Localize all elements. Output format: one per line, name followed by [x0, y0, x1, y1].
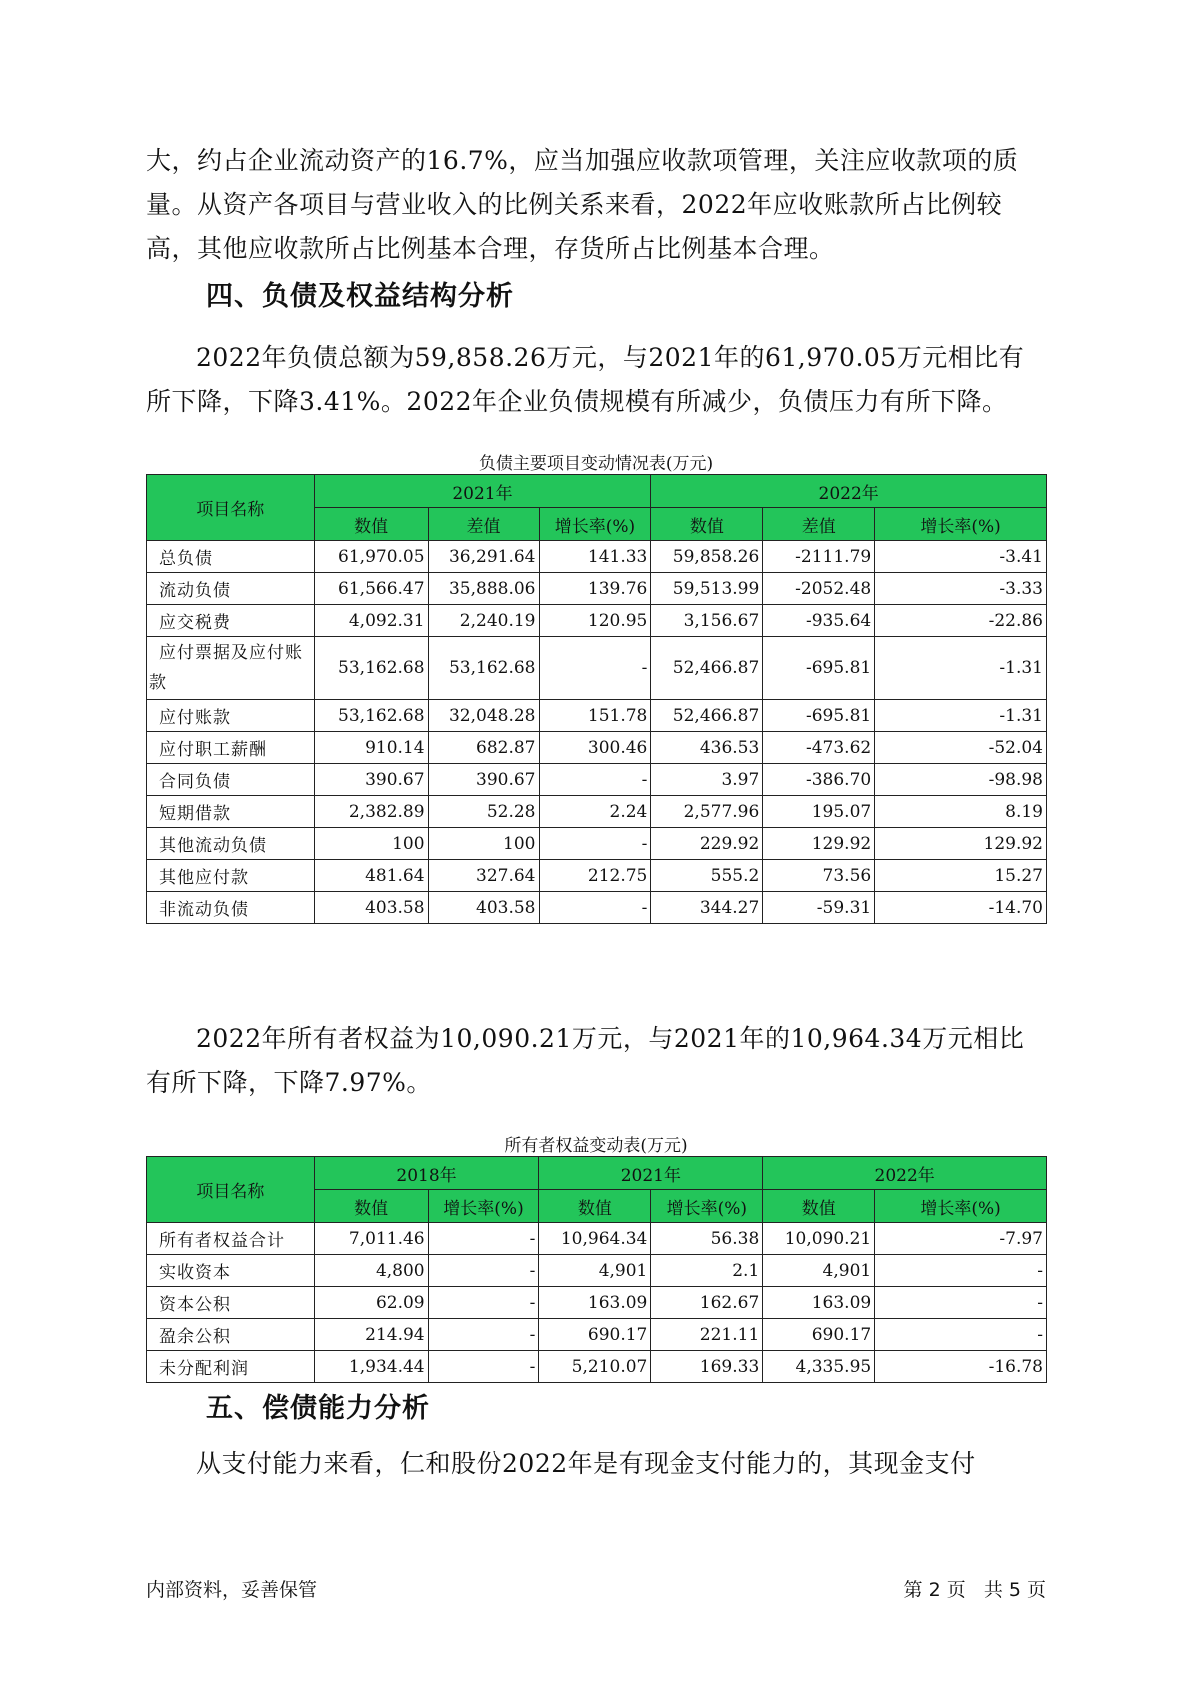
- table-cell: -: [428, 1319, 539, 1351]
- subheader-difference: 差值: [428, 508, 539, 541]
- table-cell: 100: [314, 828, 428, 860]
- header-year-2021: 2021年: [539, 1157, 763, 1190]
- subheader-growth-rate: 增长率(%): [651, 1190, 763, 1223]
- table-cell: -7.97: [875, 1223, 1047, 1255]
- row-label: 所有者权益合计: [147, 1223, 315, 1255]
- table-cell: 690.17: [763, 1319, 875, 1351]
- table-row: [147, 1351, 1047, 1383]
- table-cell: 327.64: [428, 860, 539, 892]
- table-cell: 139.76: [539, 573, 651, 605]
- header-item-name: 项目名称: [147, 1157, 315, 1223]
- table-cell: 390.67: [428, 764, 539, 796]
- table-cell: 690.17: [539, 1319, 651, 1351]
- table-row: [147, 541, 1047, 573]
- subheader-value: 数值: [763, 1190, 875, 1223]
- table-cell: -: [875, 1319, 1047, 1351]
- footer-page-number: 第 2 页 共 5 页: [903, 1579, 1046, 1601]
- table-cell: 214.94: [314, 1319, 428, 1351]
- table-cell: 195.07: [763, 796, 875, 828]
- table-cell: 7,011.46: [314, 1223, 428, 1255]
- row-label: 实收资本: [147, 1255, 315, 1287]
- liability-table: [146, 474, 1047, 924]
- table-cell: 229.92: [651, 828, 763, 860]
- table-cell: 4,901: [539, 1255, 651, 1287]
- table-cell: 1,934.44: [314, 1351, 428, 1383]
- table-row: [147, 1255, 1047, 1287]
- table-cell: -2111.79: [763, 541, 875, 573]
- table-cell: -: [875, 1287, 1047, 1319]
- table-cell: -16.78: [875, 1351, 1047, 1383]
- table-cell: 390.67: [314, 764, 428, 796]
- table-cell: -695.81: [763, 637, 875, 700]
- table-cell: -935.64: [763, 605, 875, 637]
- table-cell: 120.95: [539, 605, 651, 637]
- table-row: [147, 1223, 1047, 1255]
- table-cell: -2052.48: [763, 573, 875, 605]
- table-cell: 403.58: [428, 892, 539, 924]
- paragraph-solvency: 从支付能力来看，仁和股份2022年是有现金支付能力的，其现金支付: [196, 1449, 976, 1478]
- table-row: [147, 1287, 1047, 1319]
- header-year-2018: 2018年: [314, 1157, 539, 1190]
- table-row: [147, 764, 1047, 796]
- table-row: [147, 828, 1047, 860]
- table-cell: -14.70: [875, 892, 1047, 924]
- table-row: [147, 573, 1047, 605]
- table-cell: 3.97: [651, 764, 763, 796]
- table-cell: -: [539, 764, 651, 796]
- table-cell: 163.09: [763, 1287, 875, 1319]
- table-cell: -: [875, 1255, 1047, 1287]
- row-label: 短期借款: [147, 796, 315, 828]
- table-cell: 129.92: [875, 828, 1047, 860]
- table-cell: 10,090.21: [763, 1223, 875, 1255]
- table-cell: -1.31: [875, 637, 1047, 700]
- table-row: [147, 1319, 1047, 1351]
- subheader-growth-rate: 增长率(%): [428, 1190, 539, 1223]
- table-cell: 436.53: [651, 732, 763, 764]
- table-cell: -1.31: [875, 700, 1047, 732]
- table-cell: 52,466.87: [651, 700, 763, 732]
- table-cell: -: [428, 1223, 539, 1255]
- table-cell: 56.38: [651, 1223, 763, 1255]
- subheader-value: 数值: [314, 1190, 428, 1223]
- table-row: [147, 605, 1047, 637]
- row-label: 未分配利润: [147, 1351, 315, 1383]
- table-cell: 36,291.64: [428, 541, 539, 573]
- table-cell: 100: [428, 828, 539, 860]
- table-cell: -98.98: [875, 764, 1047, 796]
- table-row: [147, 637, 1047, 700]
- subheader-difference: 差值: [763, 508, 875, 541]
- table-cell: 2,382.89: [314, 796, 428, 828]
- row-label: 应付账款: [147, 700, 315, 732]
- row-label: 盈余公积: [147, 1319, 315, 1351]
- header-year-2022: 2022年: [651, 475, 1047, 508]
- table-cell: -473.62: [763, 732, 875, 764]
- table-cell: 2.24: [539, 796, 651, 828]
- equity-table-caption: 所有者权益变动表(万元): [504, 1136, 688, 1156]
- row-label: 应付职工薪酬: [147, 732, 315, 764]
- section-heading-liabilities: 四、负债及权益结构分析: [206, 281, 514, 312]
- table-cell: 61,970.05: [314, 541, 428, 573]
- table-cell: 62.09: [314, 1287, 428, 1319]
- table-cell: -59.31: [763, 892, 875, 924]
- table-row: [147, 796, 1047, 828]
- table-cell: 4,092.31: [314, 605, 428, 637]
- table-cell: -695.81: [763, 700, 875, 732]
- paragraph-asset-summary: 大，约占企业流动资产的16.7%，应当加强应收款项管理，关注应收款项的质量。从资产各项目与营业收入的比例关系来看，2022年应收账款所占比例较高，其他应收款所占比例基本合理，存货所占比例基本合理。: [146, 146, 1019, 263]
- paragraph-liability-summary: 2022年负债总额为59,858.26万元，与2021年的61,970.05万元相比有所下降，下降3.41%。2022年企业负债规模有所减少，负债压力有所下降。: [146, 343, 1025, 416]
- table-cell: 2.1: [651, 1255, 763, 1287]
- table-cell: 52.28: [428, 796, 539, 828]
- table-cell: 8.19: [875, 796, 1047, 828]
- table-cell: 53,162.68: [428, 637, 539, 700]
- table-cell: -: [428, 1351, 539, 1383]
- row-label: 非流动负债: [147, 892, 315, 924]
- subheader-growth-rate: 增长率(%): [875, 1190, 1047, 1223]
- table-cell: -22.86: [875, 605, 1047, 637]
- table-cell: 4,800: [314, 1255, 428, 1287]
- table-cell: 141.33: [539, 541, 651, 573]
- table-cell: 151.78: [539, 700, 651, 732]
- table-cell: 4,335.95: [763, 1351, 875, 1383]
- row-label: 总负债: [147, 541, 315, 573]
- table-cell: 53,162.68: [314, 637, 428, 700]
- table-cell: 162.67: [651, 1287, 763, 1319]
- subheader-value: 数值: [651, 508, 763, 541]
- table-cell: -3.41: [875, 541, 1047, 573]
- table-cell: 73.56: [763, 860, 875, 892]
- table-cell: 481.64: [314, 860, 428, 892]
- subheader-value: 数值: [314, 508, 428, 541]
- table-cell: 15.27: [875, 860, 1047, 892]
- row-label: 合同负债: [147, 764, 315, 796]
- table-row: [147, 700, 1047, 732]
- table-cell: -: [428, 1255, 539, 1287]
- table-cell: 221.11: [651, 1319, 763, 1351]
- row-label: 应交税费: [147, 605, 315, 637]
- equity-table: [146, 1156, 1047, 1383]
- paragraph-equity-summary: 2022年所有者权益为10,090.21万元，与2021年的10,964.34万元相比有所下降，下降7.97%。: [146, 1024, 1025, 1097]
- table-cell: -3.33: [875, 573, 1047, 605]
- table-cell: 403.58: [314, 892, 428, 924]
- section-heading-solvency: 五、偿债能力分析: [206, 1393, 430, 1424]
- table-row: [147, 892, 1047, 924]
- table-cell: -: [539, 892, 651, 924]
- row-label: 应付票据及应付账款: [147, 637, 315, 700]
- footer-confidential-note: 内部资料，妥善保管: [146, 1579, 318, 1601]
- table-cell: 300.46: [539, 732, 651, 764]
- table-cell: -: [539, 828, 651, 860]
- row-label: 其他应付款: [147, 860, 315, 892]
- table-cell: 53,162.68: [314, 700, 428, 732]
- table-cell: -386.70: [763, 764, 875, 796]
- liability-table-caption: 负债主要项目变动情况表(万元): [478, 454, 714, 474]
- table-cell: 2,240.19: [428, 605, 539, 637]
- table-row: [147, 732, 1047, 764]
- table-cell: 555.2: [651, 860, 763, 892]
- header-item-name: 项目名称: [147, 475, 315, 541]
- table-cell: 4,901: [763, 1255, 875, 1287]
- table-cell: 212.75: [539, 860, 651, 892]
- table-cell: 2,577.96: [651, 796, 763, 828]
- table-cell: 910.14: [314, 732, 428, 764]
- table-cell: 5,210.07: [539, 1351, 651, 1383]
- subheader-growth-rate: 增长率(%): [539, 508, 651, 541]
- table-cell: 10,964.34: [539, 1223, 651, 1255]
- row-label: 资本公积: [147, 1287, 315, 1319]
- table-cell: 3,156.67: [651, 605, 763, 637]
- table-cell: -52.04: [875, 732, 1047, 764]
- table-cell: 32,048.28: [428, 700, 539, 732]
- table-cell: 344.27: [651, 892, 763, 924]
- table-row: [147, 860, 1047, 892]
- table-cell: 52,466.87: [651, 637, 763, 700]
- header-year-2021: 2021年: [314, 475, 651, 508]
- row-label: 其他流动负债: [147, 828, 315, 860]
- table-cell: 682.87: [428, 732, 539, 764]
- header-year-2022: 2022年: [763, 1157, 1047, 1190]
- table-cell: -: [539, 637, 651, 700]
- table-cell: 61,566.47: [314, 573, 428, 605]
- table-cell: 59,513.99: [651, 573, 763, 605]
- subheader-growth-rate: 增长率(%): [875, 508, 1047, 541]
- table-cell: 163.09: [539, 1287, 651, 1319]
- table-cell: -: [428, 1287, 539, 1319]
- table-cell: 169.33: [651, 1351, 763, 1383]
- table-cell: 129.92: [763, 828, 875, 860]
- row-label: 流动负债: [147, 573, 315, 605]
- table-cell: 35,888.06: [428, 573, 539, 605]
- table-cell: 59,858.26: [651, 541, 763, 573]
- subheader-value: 数值: [539, 1190, 651, 1223]
